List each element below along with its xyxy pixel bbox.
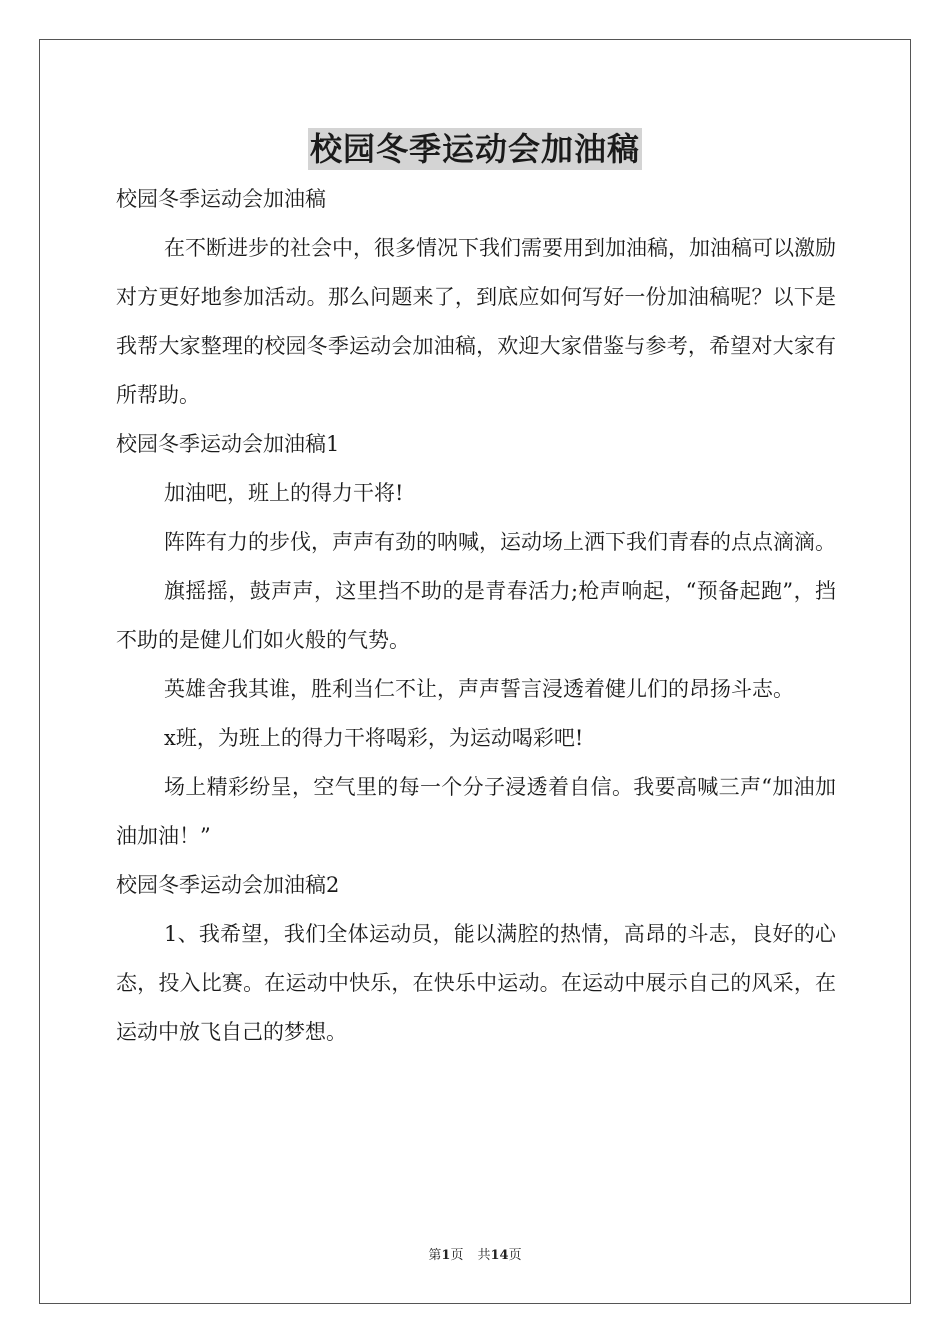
paragraph: 阵阵有力的步伐，声声有劲的呐喊，运动场上洒下我们青春的点点滴滴。 (164, 530, 836, 554)
total-pages-suffix: 页 (508, 1248, 522, 1263)
paragraph: 加油吧，班上的得力干将! (164, 481, 404, 505)
page-number-prefix: 第 (428, 1248, 442, 1263)
current-page-number: 1 (441, 1248, 451, 1263)
document-body (116, 175, 836, 1057)
title-container (0, 128, 950, 170)
paragraph: 场上精彩纷呈，空气里的每一个分子浸透着自信。我要高喊三声“加油加油加油！” (116, 775, 836, 848)
page-footer (0, 1247, 950, 1265)
paragraph: 旗摇摇，鼓声声，这里挡不助的是青春活力;枪声响起，“预备起跑”，挡不助的是健儿们如火般的气势。 (116, 579, 836, 652)
section-heading-2: 校园冬季运动会加油稿2 (116, 873, 340, 897)
total-page-count: 14 (490, 1248, 509, 1263)
section-heading: 校园冬季运动会加油稿 (116, 187, 326, 211)
document-title: 校园冬季运动会加油稿 (309, 130, 640, 168)
intro-paragraph: 在不断进步的社会中，很多情况下我们需要用到加油稿，加油稿可以激励对方更好地参加活动。那么问题来了，到底应如何写好一份加油稿呢？以下是我帮大家整理的校园冬季运动会加油稿，欢迎大家借鉴与参考，希望对大家有所帮助。 (116, 236, 836, 407)
section-heading-1: 校园冬季运动会加油稿1 (116, 432, 340, 456)
total-pages-prefix: 共 (477, 1248, 491, 1263)
paragraph: x班，为班上的得力干将喝彩，为运动喝彩吧! (164, 726, 584, 750)
paragraph: 1、我希望，我们全体运动员，能以满腔的热情，高昂的斗志，良好的心态，投入比赛。在运动中快乐，在快乐中运动。在运动中展示自己的风采，在运动中放飞自己的梦想。 (116, 922, 836, 1044)
page-number-suffix: 页 (450, 1248, 464, 1263)
paragraph: 英雄舍我其谁，胜利当仁不让，声声誓言浸透着健儿们的昂扬斗志。 (164, 677, 794, 701)
